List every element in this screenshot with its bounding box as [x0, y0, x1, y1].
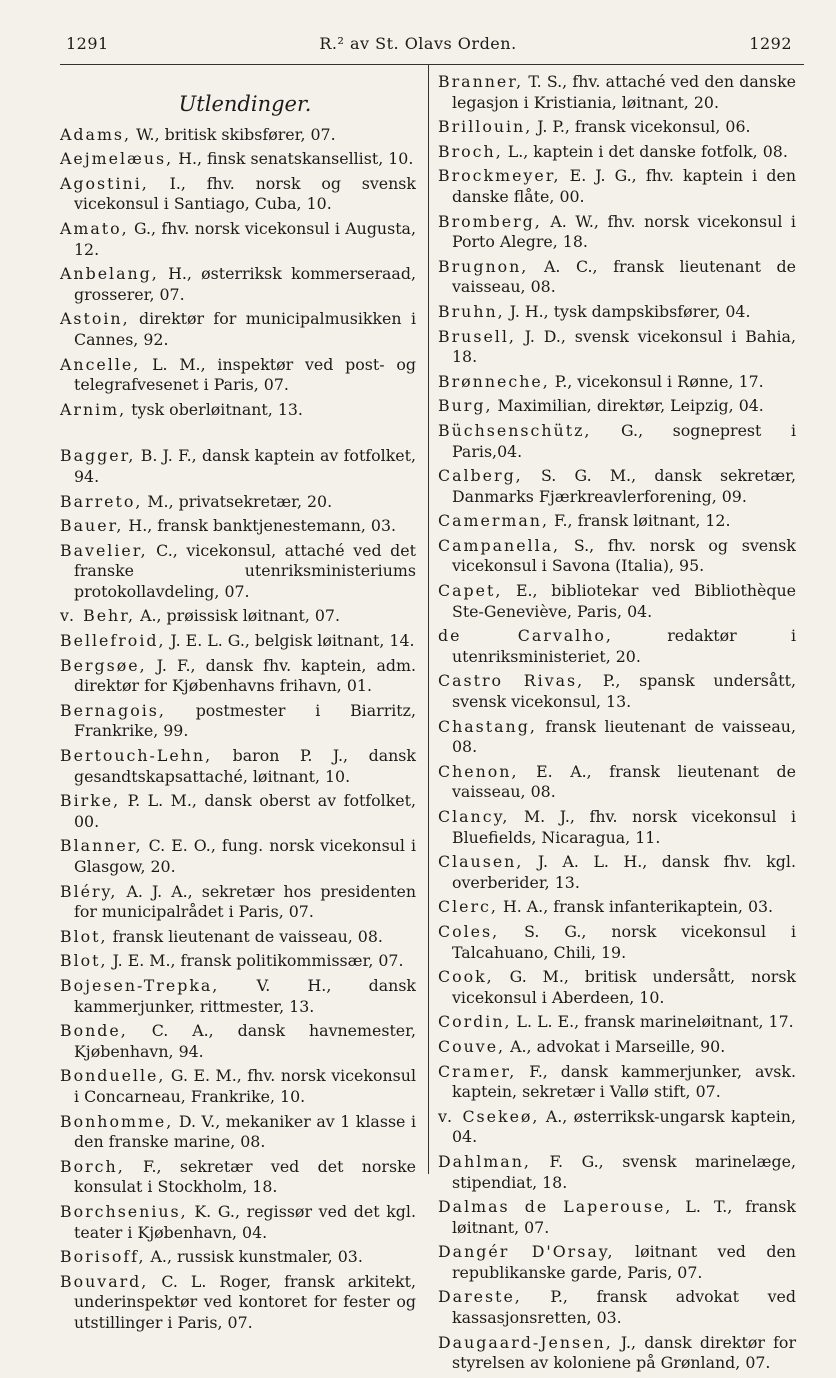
- entry-name: Chenon,: [438, 761, 519, 781]
- page-number-left: 1291: [66, 34, 109, 53]
- list-item: [438, 762, 796, 803]
- list-item: [60, 1247, 416, 1268]
- list-item: [60, 927, 416, 948]
- entry-text: H., fransk banktjenestemann, 03.: [123, 516, 397, 536]
- entry-name: Clerc,: [438, 897, 498, 917]
- list-item: [60, 446, 416, 487]
- entry-text: baron P. J., dansk gesandtskapsattaché, løitnant, 10.: [74, 746, 416, 786]
- list-item: [438, 212, 796, 253]
- list-item: [60, 492, 416, 513]
- entry-text: H., finsk senatskansellist, 10.: [173, 149, 414, 169]
- entry-text: fransk lieutenant de vaisseau, 08.: [107, 926, 383, 946]
- list-item: [438, 717, 796, 758]
- entry-text: P. L. M., dansk oberst av fotfolket, 00.: [74, 791, 416, 831]
- entry-name: Adams,: [60, 124, 132, 144]
- list-item: [60, 174, 416, 215]
- list-item: [60, 631, 416, 652]
- list-item: [438, 327, 796, 368]
- entry-name: Ancelle,: [60, 354, 141, 374]
- entry-text: fransk lieutenant de vaisseau, 08.: [452, 716, 796, 757]
- list-item: [438, 372, 796, 393]
- entry-name: Bergsøe,: [60, 655, 147, 675]
- entry-list-c: [438, 72, 796, 1374]
- entry-name: Couve,: [438, 1036, 506, 1056]
- entry-text: P., fransk advokat ved kassasjonsretten, 03.: [452, 1287, 796, 1328]
- list-item: [438, 626, 796, 667]
- entry-name: Calberg,: [438, 466, 523, 486]
- entry-name: Brønneche,: [438, 371, 550, 391]
- entry-name: de Carvalho,: [438, 626, 613, 646]
- list-item: [60, 400, 416, 421]
- list-item: [60, 355, 416, 396]
- list-item: [438, 1152, 796, 1193]
- entry-text: B. J. F., dansk kaptein av fotfolket, 94.: [74, 446, 416, 486]
- entry-name: Blanner,: [60, 836, 143, 856]
- entry-name: Dareste,: [438, 1287, 522, 1307]
- left-column: [60, 72, 416, 1337]
- list-item: [438, 421, 796, 462]
- entry-text: J., dansk direktør for styrelsen av koloniene på Grønland, 07.: [452, 1332, 796, 1373]
- list-item: [438, 466, 796, 507]
- entry-name: Bagger,: [60, 446, 136, 466]
- list-item: [438, 1107, 796, 1148]
- entry-name: Brusell,: [438, 326, 516, 346]
- entry-name: Arnim,: [60, 399, 127, 419]
- entry-name: Bouvard,: [60, 1271, 149, 1291]
- entry-text: K. G., regissør ved det kgl. teater i Kjøbenhavn, 04.: [74, 1201, 416, 1242]
- entry-text: P., spansk undersått, svensk vicekonsul, 13.: [452, 671, 796, 712]
- entry-name: Clancy,: [438, 807, 510, 826]
- entry-text: postmester i Biarritz, Frankrike, 99.: [74, 700, 416, 741]
- list-item: [60, 125, 416, 146]
- list-item: [438, 852, 796, 893]
- section-title: Utlendinger.: [178, 92, 312, 116]
- list-item: [438, 302, 796, 323]
- list-item: [60, 1112, 416, 1153]
- header-rule: [60, 64, 804, 65]
- entry-name: Cook,: [438, 967, 494, 987]
- list-item: [60, 516, 416, 537]
- list-item: [60, 746, 416, 787]
- list-item: [438, 671, 796, 712]
- entry-name: Camerman,: [438, 511, 549, 531]
- entry-text: G., fhv. norsk vicekonsul i Augusta, 12.: [74, 218, 416, 259]
- page-number-right: 1292: [749, 34, 792, 53]
- entry-text: F., sekretær ved det norske konsulat i Stockholm, 18.: [74, 1156, 416, 1197]
- entry-name: Dangér D'Orsay,: [438, 1242, 615, 1262]
- entry-text: T. S., fhv. attaché ved den danske legasjon i Kristiania, løitnant, 20.: [452, 72, 796, 112]
- entry-name: Aejmelæus,: [60, 149, 174, 169]
- entry-name: Chastang,: [438, 716, 537, 736]
- entry-text: H. A., fransk infanterikaptein, 03.: [497, 897, 774, 917]
- entry-text: A., østerriksk-ungarsk kaptein, 04.: [452, 1106, 796, 1147]
- entry-name: Bavelier,: [60, 540, 148, 560]
- entry-name: Cramer,: [438, 1061, 517, 1081]
- list-item: [438, 117, 796, 138]
- entry-text: W., britisk skibsfører, 07.: [131, 124, 336, 144]
- list-item: [60, 1202, 416, 1243]
- entry-text: L., kaptein i det danske fotfolk, 08.: [502, 141, 788, 161]
- entry-text: H., østerriksk kommerseraad, grosserer, 07.: [74, 264, 416, 304]
- entry-name: Bojesen-Trepka,: [60, 975, 220, 995]
- entry-text: F., dansk kammerjunker, avsk. kaptein, sekretær i Vallø stift, 07.: [452, 1061, 796, 1102]
- entry-name: Bonde,: [60, 1021, 128, 1041]
- entry-text: V. H., dansk kammerjunker, rittmester, 13.: [74, 975, 416, 1016]
- entry-text: P., vicekonsul i Rønne, 17.: [549, 371, 764, 391]
- list-item: [438, 511, 796, 532]
- list-item: [438, 581, 796, 622]
- entry-text: S. G. M., dansk sekretær, Danmarks Fjærkreavlerforening, 09.: [452, 466, 796, 506]
- entry-text: S. G., norsk vicekonsul i Talcahuano, Chili, 19.: [452, 921, 796, 962]
- entry-text: E., bibliotekar ved Bibliothèque Ste-Geneviève, Paris, 04.: [452, 581, 796, 621]
- entry-name: Brugnon,: [438, 256, 529, 276]
- list-item: [438, 166, 796, 207]
- entry-text: J. E. M., fransk politikommissær, 07.: [107, 951, 404, 971]
- entry-name: Capet,: [438, 581, 503, 601]
- column-divider: [428, 64, 429, 1174]
- list-item: [438, 536, 796, 577]
- entry-name: Amato,: [60, 218, 129, 238]
- entry-text: M. J., fhv. norsk vicekonsul i Bluefields, Nicaragua, 11.: [452, 807, 796, 847]
- entry-text: J. D., svensk vicekonsul i Bahia, 18.: [452, 326, 796, 367]
- entry-name: Dahlman,: [438, 1151, 531, 1171]
- entry-name: Broch,: [438, 141, 503, 161]
- list-item: [60, 606, 416, 627]
- entry-name: Bléry,: [60, 881, 118, 901]
- list-item: [60, 1272, 416, 1334]
- entry-text: A., russisk kunstmaler, 03.: [145, 1247, 363, 1267]
- entry-text: A., prøissisk løitnant, 07.: [135, 606, 340, 626]
- list-item: [60, 882, 416, 923]
- entry-text: L. M., inspektør ved post- og telegrafvesenet i Paris, 07.: [74, 354, 416, 395]
- entry-name: Daugaard-Jensen,: [438, 1332, 613, 1352]
- list-item: [438, 72, 796, 113]
- entry-text: E. J. G., fhv. kaptein i den danske flåte, 00.: [452, 166, 796, 206]
- entry-name: Bauer,: [60, 516, 124, 536]
- entry-name: Borch,: [60, 1156, 125, 1176]
- list-item: [60, 309, 416, 350]
- list-item: [438, 1287, 796, 1328]
- entry-name: Brillouin,: [438, 117, 533, 137]
- list-item: [60, 656, 416, 697]
- entry-name: v. Csekeø,: [438, 1106, 540, 1126]
- entry-text: C. A., dansk havnemester, Kjøbenhavn, 94.: [74, 1021, 416, 1061]
- entry-text: D. V., mekaniker av 1 klasse i den franske marine, 08.: [74, 1111, 416, 1152]
- entry-text: G. E. M., fhv. norsk vicekonsul i Concarneau, Frankrike, 10.: [74, 1066, 416, 1106]
- entry-name: Dalmas de Laperouse,: [438, 1197, 673, 1217]
- entry-text: F., fransk løitnant, 12.: [548, 511, 731, 531]
- entry-text: G., sogneprest i Paris,04.: [452, 420, 796, 461]
- entry-list-b: [60, 446, 416, 1333]
- list-item: [60, 836, 416, 877]
- entry-name: Birke,: [60, 791, 121, 811]
- entry-text: J. E. L. G., belgisk løitnant, 14.: [165, 631, 415, 651]
- entry-text: I., fhv. norsk og svensk vicekonsul i Santiago, Cuba, 10.: [74, 173, 416, 214]
- entry-text: Maximilian, direktør, Leipzig, 04.: [492, 396, 764, 416]
- list-item: [438, 1333, 796, 1374]
- entry-name: Cordin,: [438, 1012, 512, 1032]
- entry-name: Coles,: [438, 921, 500, 941]
- running-header: [0, 34, 836, 58]
- entry-name: Bertouch-Lehn,: [60, 746, 213, 766]
- entry-text: direktør for municipalmusikken i Cannes, 92.: [74, 309, 416, 349]
- entry-name: Bromberg,: [438, 211, 542, 231]
- entry-name: Brockmeyer,: [438, 166, 561, 186]
- entry-text: L. L. E., fransk marineløitnant, 17.: [511, 1012, 794, 1032]
- entry-name: Büchsenschütz,: [438, 420, 592, 440]
- entry-text: C. L. Roger, fransk arkitekt, underinspektør ved kontoret for fester og utstillinger i Paris, 07.: [74, 1271, 416, 1332]
- entry-name: v. Behr,: [60, 606, 136, 626]
- group-gap: [60, 424, 416, 446]
- entry-text: C., vicekonsul, attaché ved det franske utenriksministeriums protokollavdeling, 07.: [74, 540, 416, 601]
- list-item: [60, 951, 416, 972]
- entry-name: Astoin,: [60, 309, 130, 329]
- entry-name: Bernagois,: [60, 700, 166, 720]
- list-item: [438, 1242, 796, 1283]
- list-item: [60, 541, 416, 603]
- entry-name: Bruhn,: [438, 301, 505, 321]
- entry-text: J. F., dansk fhv. kaptein, adm. direktør for Kjøbenhavns frihavn, 01.: [74, 655, 416, 696]
- list-item: [438, 922, 796, 963]
- entry-text: tysk oberløitnant, 13.: [126, 399, 303, 419]
- entry-text: A. J. A., sekretær hos presidenten for municipalrådet i Paris, 07.: [74, 881, 416, 922]
- entry-list-a: [60, 125, 416, 421]
- entry-text: J. P., fransk vicekonsul, 06.: [532, 117, 751, 137]
- entry-name: Burg,: [438, 396, 493, 416]
- entry-text: M., privatsekretær, 20.: [142, 491, 333, 511]
- entry-name: Blot,: [60, 951, 108, 971]
- list-item: [438, 1037, 796, 1058]
- entry-text: A. C., fransk lieutenant de vaisseau, 08.: [452, 256, 796, 297]
- list-item: [438, 1062, 796, 1103]
- entry-text: S., fhv. norsk og svensk vicekonsul i Savona (Italia), 95.: [452, 535, 796, 576]
- list-item: [438, 142, 796, 163]
- entry-name: Bellefroid,: [60, 631, 166, 651]
- entry-text: løitnant ved den republikanske garde, Paris, 07.: [452, 1242, 796, 1282]
- entry-name: Borisoff,: [60, 1247, 146, 1267]
- list-item: [60, 264, 416, 305]
- list-item: [60, 1157, 416, 1198]
- list-item: [438, 396, 796, 417]
- list-item: [438, 897, 796, 918]
- list-item: [60, 791, 416, 832]
- entry-name: Anbelang,: [60, 264, 159, 284]
- list-item: [60, 1066, 416, 1107]
- entry-text: G. M., britisk undersått, norsk vicekonsul i Aberdeen, 10.: [452, 967, 796, 1007]
- entry-text: A., advokat i Marseille, 90.: [505, 1036, 726, 1056]
- entry-text: L. T., fransk løitnant, 07.: [452, 1197, 796, 1237]
- entry-name: Branner,: [438, 72, 524, 91]
- list-item: [60, 149, 416, 170]
- running-title: R.² av St. Olavs Orden.: [319, 34, 517, 53]
- entry-name: Bonduelle,: [60, 1066, 166, 1086]
- right-column: [438, 72, 796, 1378]
- list-item: [438, 257, 796, 298]
- entry-name: Bonhomme,: [60, 1111, 174, 1131]
- entry-text: J. H., tysk dampskibsfører, 04.: [504, 301, 751, 321]
- list-item: [438, 807, 796, 848]
- list-item: [60, 701, 416, 742]
- entry-name: Borchsenius,: [60, 1201, 188, 1221]
- entry-text: A. W., fhv. norsk vicekonsul i Porto Alegre, 18.: [452, 211, 796, 252]
- list-item: [438, 1012, 796, 1033]
- list-item: [438, 967, 796, 1008]
- entry-name: Agostini,: [60, 173, 149, 193]
- entry-text: redaktør i utenriksministeriet, 20.: [452, 626, 796, 666]
- entry-name: Campanella,: [438, 535, 561, 555]
- list-item: [60, 219, 416, 260]
- entry-text: F. G., svensk marinelæge, stipendiat, 18.: [452, 1151, 796, 1192]
- entry-name: Blot,: [60, 926, 108, 946]
- entry-name: Barreto,: [60, 491, 143, 511]
- entry-name: Castro Rivas,: [438, 671, 585, 691]
- entry-name: Clausen,: [438, 852, 524, 872]
- list-item: [60, 976, 416, 1017]
- entry-text: J. A. L. H., dansk fhv. kgl. overberider, 13.: [452, 852, 796, 892]
- list-item: [438, 1197, 796, 1238]
- entry-text: E. A., fransk lieutenant de vaisseau, 08.: [452, 761, 796, 802]
- list-item: [60, 1021, 416, 1062]
- entry-text: C. E. O., fung. norsk vicekonsul i Glasgow, 20.: [74, 836, 416, 876]
